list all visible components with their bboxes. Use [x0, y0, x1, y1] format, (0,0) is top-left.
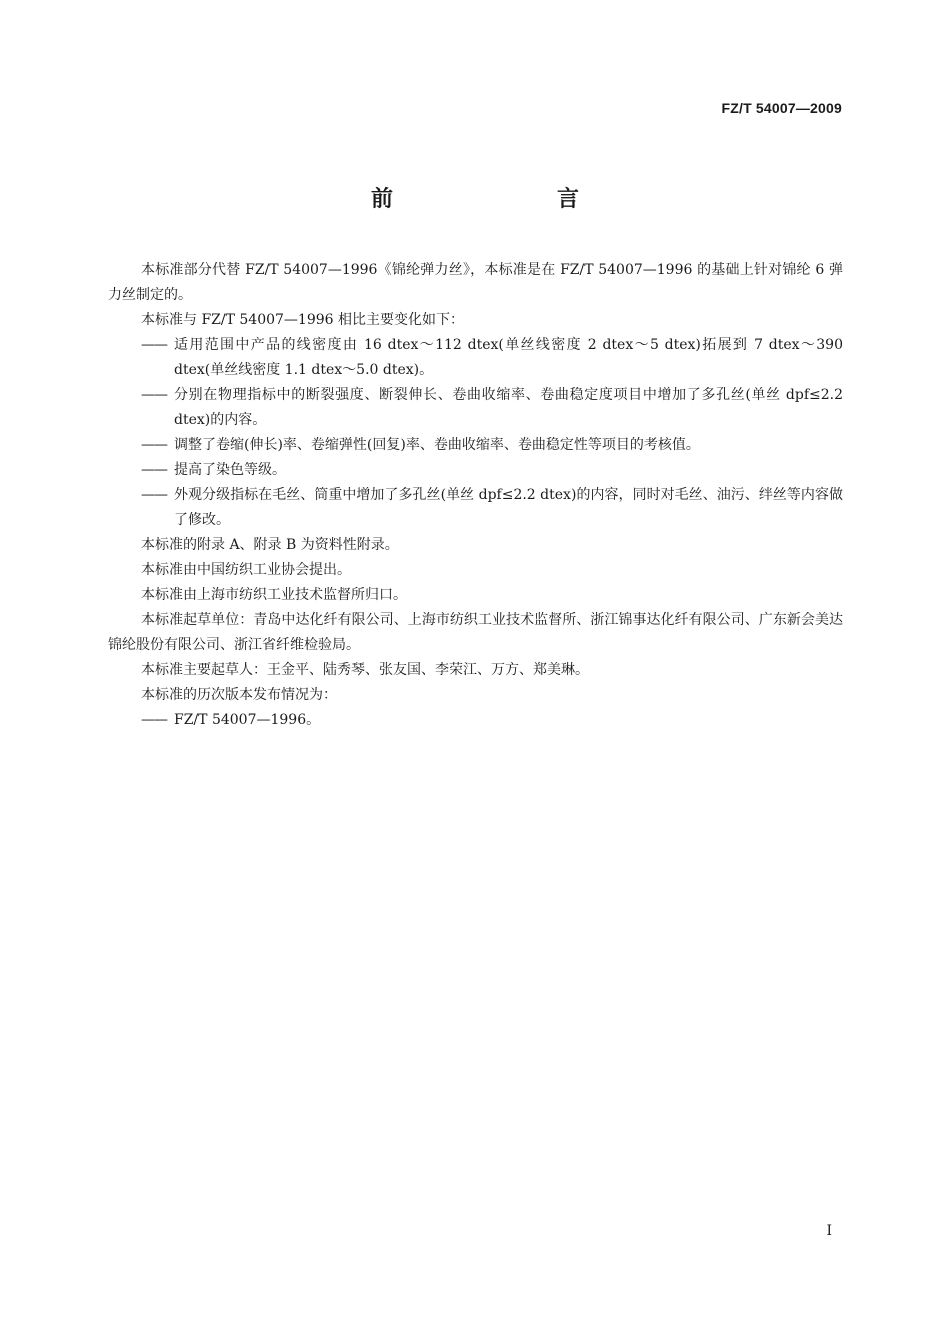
dash-marker: —— [141, 337, 167, 353]
paragraph: 本标准与 FZ/T 54007—1996 相比主要变化如下： [141, 312, 465, 328]
dash-marker: —— [141, 462, 167, 478]
paragraph: 本标准由上海市纺织工业技术监督所归口。 [141, 587, 407, 603]
paragraph: 本标准由中国纺织工业协会提出。 [141, 562, 351, 578]
list-item-text: 适用范围中产品的线密度由 16 dtex～112 dtex(单丝线密度 2 dtex～5 dtex)拓展到 7 dtex～390 dtex(单丝线密度 1.1 dtex～5.0 dtex)。 [174, 337, 843, 378]
dash-marker: —— [141, 712, 167, 728]
paragraph: 本标准的附录 A、附录 B 为资料性附录。 [141, 537, 399, 553]
paragraph: 本标准的历次版本发布情况为： [141, 687, 337, 703]
paragraph: 本标准起草单位：青岛中达化纤有限公司、上海市纺织工业技术监督所、浙江锦事达化纤有限公司、广东新会美达锦纶股份有限公司、浙江省纤维检验局。 [108, 612, 843, 653]
list-item-text: 分别在物理指标中的断裂强度、断裂伸长、卷曲收缩率、卷曲稳定度项目中增加了多孔丝(单丝 dpf≤2.2 dtex)的内容。 [174, 387, 843, 428]
paragraph: 本标准部分代替 FZ/T 54007—1996《锦纶弹力丝》，本标准是在 FZ/T 54007—1996 的基础上针对锦纶 6 弹力丝制定的。 [108, 262, 843, 303]
paragraph: 本标准主要起草人：王金平、陆秀琴、张友国、李荣江、万方、郑美琳。 [141, 662, 589, 678]
list-item-text: 提高了染色等级。 [174, 462, 286, 478]
list-item [141, 708, 843, 733]
list-item [141, 333, 843, 383]
dash-marker: —— [141, 487, 167, 503]
page-title: 前 言 [370, 186, 619, 212]
list-item [141, 458, 843, 483]
dash-marker: —— [141, 387, 167, 403]
list-item-text: 调整了卷缩(伸长)率、卷缩弹性(回复)率、卷曲收缩率、卷曲稳定性等项目的考核值。 [174, 437, 700, 453]
list-item-text: 外观分级指标在毛丝、筒重中增加了多孔丝(单丝 dpf≤2.2 dtex)的内容，同时对毛丝、油污、绊丝等内容做了修改。 [174, 487, 843, 528]
list-item [141, 483, 843, 533]
page-number: I [826, 1223, 832, 1239]
list-item [141, 383, 843, 433]
document-body [108, 258, 843, 733]
standard-code: FZ/T 54007—2009 [721, 100, 842, 116]
list-item [141, 433, 843, 458]
list-item-text: FZ/T 54007—1996。 [174, 712, 321, 728]
dash-marker: —— [141, 437, 167, 453]
